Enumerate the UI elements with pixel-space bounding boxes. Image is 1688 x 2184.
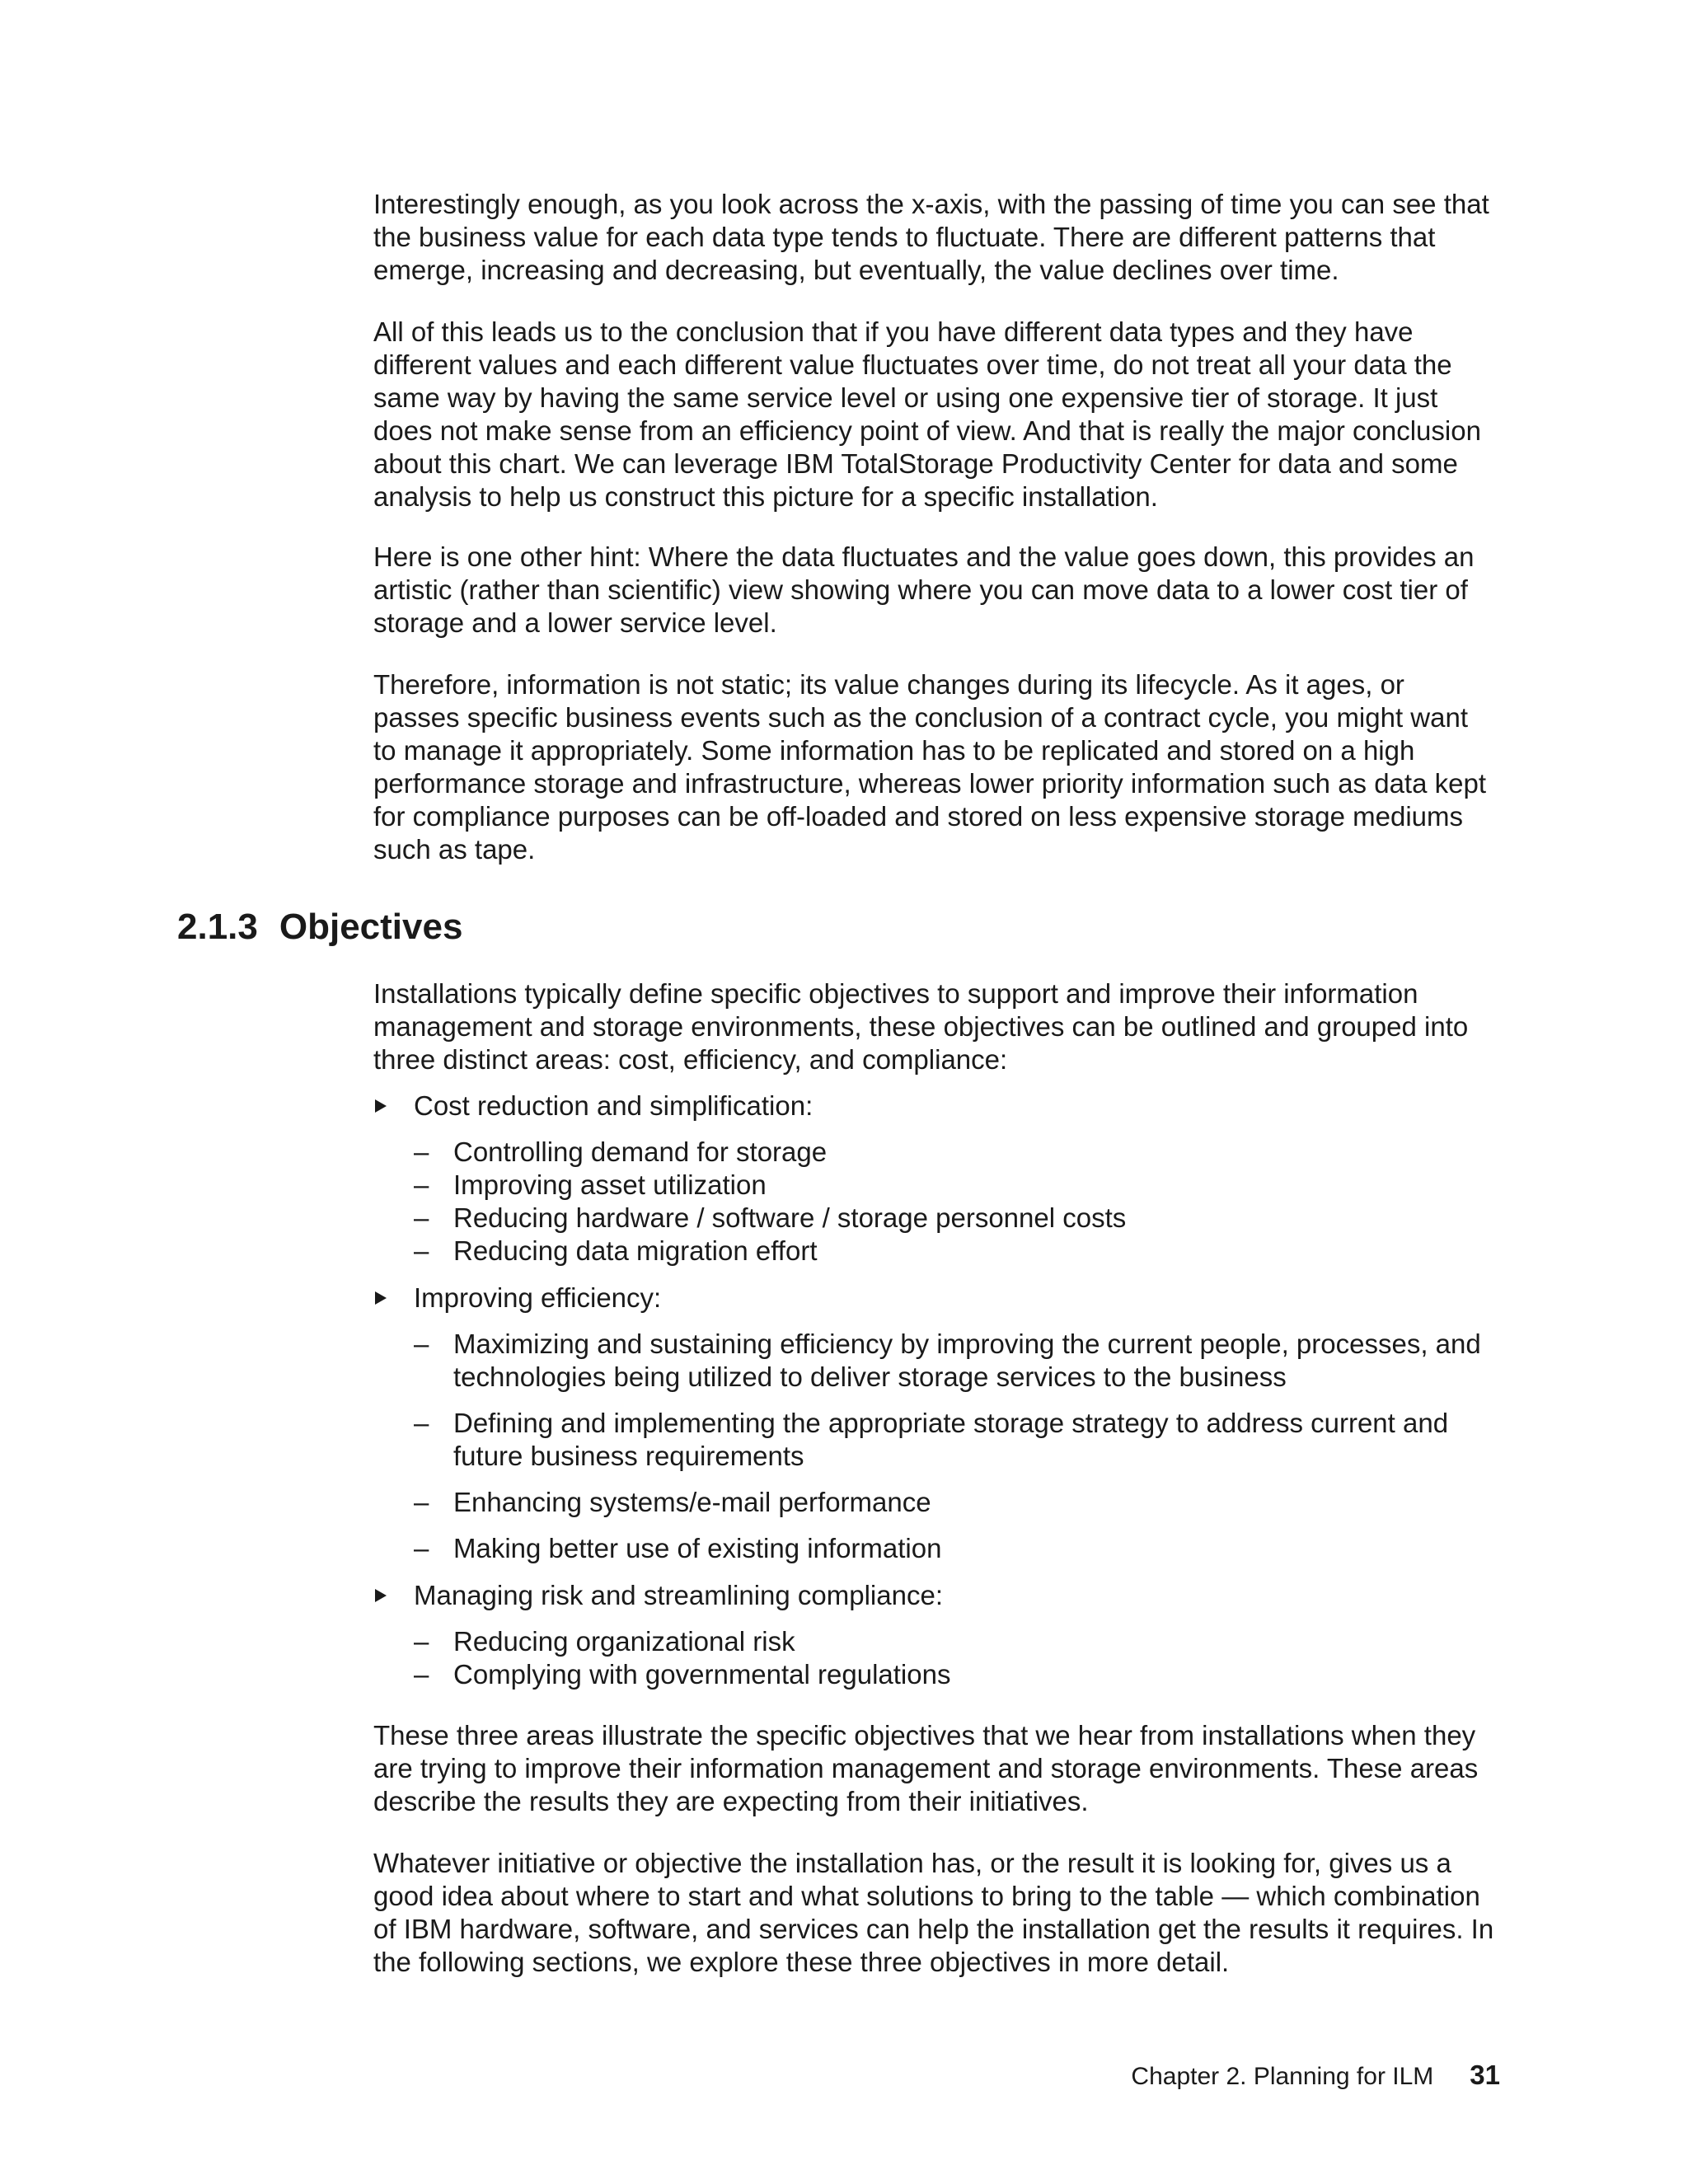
paragraph-6-block	[373, 1847, 1494, 1979]
paragraph-2-block	[373, 316, 1494, 513]
sub-item	[414, 1235, 1502, 1268]
page-footer	[1030, 2059, 1500, 2093]
dash-bullet: –	[414, 1533, 429, 1563]
intro-block	[373, 977, 1494, 1076]
footer-chapter: Chapter 2. Planning for ILM	[1131, 2063, 1434, 2090]
sub-item-text: Reducing data migration effort	[453, 1235, 818, 1266]
sub-item	[414, 1202, 1502, 1235]
bullet-label: Improving efficiency:	[414, 1282, 662, 1313]
paragraph-5-block	[373, 1719, 1494, 1818]
paragraph: Here is one other hint: Where the data fluctuates and the value goes down, this provides an artistic (rather than scientific) view showing where you can move data to a lower cost tier of storage and a lower service level.	[373, 541, 1475, 638]
dash-bullet: –	[414, 1202, 429, 1233]
page-number: 31	[1470, 2060, 1500, 2090]
paragraph: Interestingly enough, as you look across the x-axis, with the passing of time you can see that the business value for each data type tends to fluctuate. There are different patterns that emerge, increasing and decreasing, but eventually, the value declines over time.	[373, 189, 1489, 285]
triangle-bullet-icon	[375, 1589, 387, 1602]
dash-bullet: –	[414, 1659, 429, 1690]
section-heading	[177, 905, 462, 949]
paragraph-4-block	[373, 668, 1494, 866]
paragraph: Therefore, information is not static; its value changes during its lifecycle. As it ages, or passes specific business events such as the conclusion of a contract cycle, you might want to manage it appropriately. Some information has to be replicated and stored on a high performance storage and infrastructure, whereas lower priority information such as data kept for compliance purposes can be off-loaded and stored on less expensive storage mediums such as tape.	[373, 669, 1486, 865]
dash-bullet: –	[414, 1408, 429, 1438]
intro-paragraph: Installations typically define specific objectives to support and improve their information management and storage environments, these objectives can be outlined and grouped into three distinct areas: cost, efficiency, and compliance:	[373, 978, 1469, 1075]
sub-item	[414, 1407, 1502, 1473]
sub-item-text: Improving asset utilization	[453, 1169, 767, 1200]
sub-item-text: Enhancing systems/e-mail performance	[453, 1487, 931, 1517]
sub-item	[414, 1486, 1502, 1519]
sub-item	[414, 1532, 1502, 1565]
dash-bullet: –	[414, 1487, 429, 1517]
sub-item-text: Maximizing and sustaining efficiency by improving the current people, processes, and technologies being utilized to deliver storage services to the business	[453, 1329, 1481, 1392]
paragraph-1-block	[373, 188, 1494, 287]
bullet-label: Cost reduction and simplification:	[414, 1090, 814, 1121]
dash-bullet: –	[414, 1235, 429, 1266]
paragraph-3-block	[373, 541, 1494, 640]
sub-item	[414, 1328, 1502, 1394]
sub-item-text: Complying with governmental regulations	[453, 1659, 951, 1690]
paragraph: Whatever initiative or objective the installation has, or the result it is looking for, gives us a good idea about where to start and what solutions to bring to the table — which combination of IBM hardware, software, and services can help the installation get the results it requires. In the following sections, we explore these three objectives in more detail.	[373, 1848, 1494, 1977]
dash-bullet: –	[414, 1329, 429, 1359]
paragraph: All of this leads us to the conclusion that if you have different data types and they have different values and each different value fluctuates over time, do not treat all your data the same way by having the same service level or using one expensive tier of storage. It just does not make sense from an efficiency point of view. And that is really the major conclusion about this chart. We can leverage IBM TotalStorage Productivity Center for data and some analysis to help us construct this picture for a specific installation.	[373, 316, 1481, 512]
sub-item-text: Making better use of existing information	[453, 1533, 942, 1563]
bullet-label: Managing risk and streamlining compliance:	[414, 1580, 943, 1610]
paragraph: These three areas illustrate the specific objectives that we hear from installations when they are trying to improve their information management and storage environments. These areas describe the results they are expecting from their initiatives.	[373, 1720, 1479, 1816]
sub-item-text: Defining and implementing the appropriate storage strategy to address current and future business requirements	[453, 1408, 1449, 1471]
dash-bullet: –	[414, 1169, 429, 1200]
section-number: 2.1.3	[177, 907, 258, 947]
triangle-bullet-icon	[375, 1291, 387, 1305]
section-title: Objectives	[279, 907, 463, 947]
sub-item-text: Controlling demand for storage	[453, 1137, 828, 1167]
sub-item	[414, 1169, 1502, 1202]
sub-item	[414, 1136, 1502, 1169]
triangle-bullet-icon	[375, 1099, 387, 1113]
sub-item-text: Reducing hardware / software / storage personnel costs	[453, 1202, 1127, 1233]
dash-bullet: –	[414, 1137, 429, 1167]
sub-item	[414, 1658, 1502, 1691]
sub-item	[414, 1625, 1502, 1658]
dash-bullet: –	[414, 1626, 429, 1657]
sub-item-text: Reducing organizational risk	[453, 1626, 795, 1657]
